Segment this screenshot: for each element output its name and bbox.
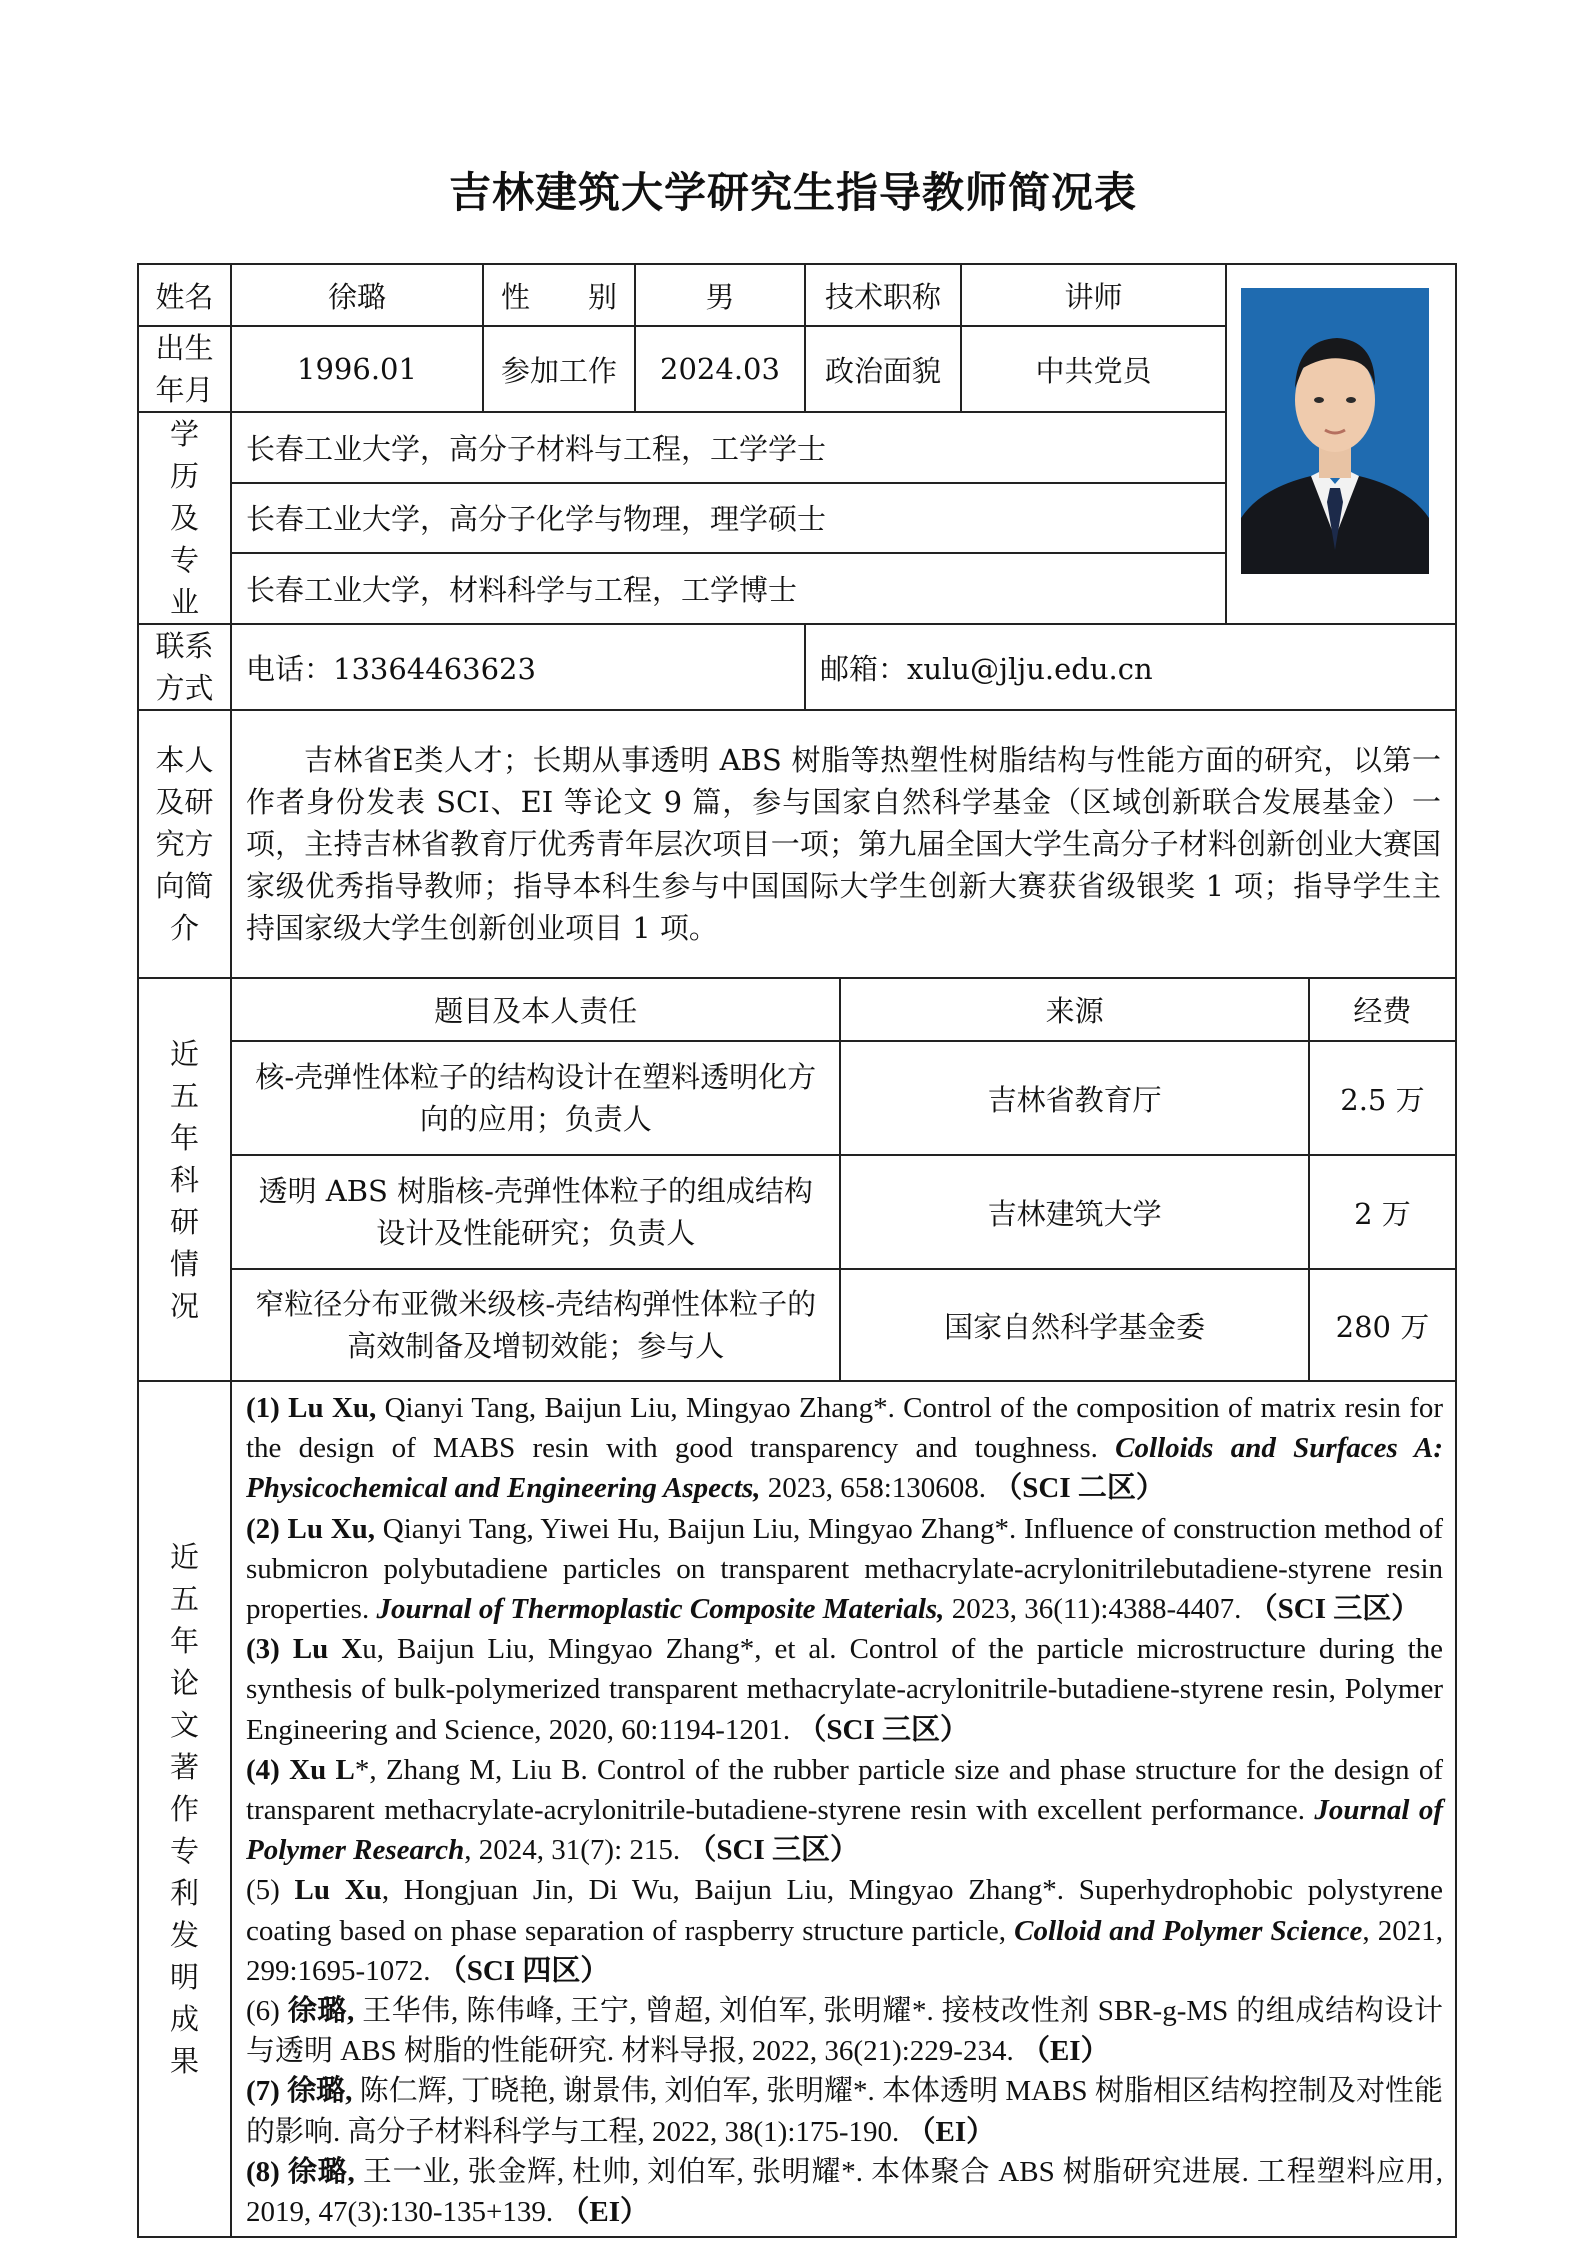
contact-label: 联系方式: [138, 624, 231, 710]
research-header-fund: 经费: [1309, 979, 1455, 1041]
paper-item: (1) Lu Xu, Qianyi Tang, Baijun Liu, Mingyao Zhang*. Control of the composition of matrix resin for the design of MABS resin with good transparency and toughness. Colloids and Surfaces A: Physicochemical and Engineering Aspects, 2023, 658:130608. （SCI 二区）: [246, 1392, 1444, 1505]
gender-value: 男: [635, 264, 805, 326]
research-header-topic: 题目及本人责任: [232, 979, 840, 1041]
work-label: 参加工作: [483, 326, 635, 412]
education-item: 长春工业大学，材料科学与工程，工学博士: [231, 553, 1226, 624]
research-row-topic: 核-壳弹性体粒子的结构设计在塑料透明化方向的应用；负责人: [232, 1041, 840, 1155]
name-value: 徐璐: [231, 264, 483, 326]
profile-table: [137, 263, 1457, 2238]
paper-item: (8) 徐璐, 王一业, 张金辉, 杜帅, 刘伯军, 张明耀*. 本体聚合 ABS 树脂研究进展. 工程塑料应用, 2019, 47(3):130-135+139. （EI）: [246, 2155, 1443, 2229]
paper-item: (7) 徐璐, 陈仁辉, 丁晓艳, 谢景伟, 刘伯军, 张明耀*. 本体透明 MABS 树脂相区结构控制及对性能的影响. 高分子材料科学与工程, 2022, 38(1):175-190. （EI）: [246, 2075, 1444, 2148]
birth-label: 出生年月: [138, 326, 231, 412]
politics-label: 政治面貌: [805, 326, 961, 412]
paper-item: (2) Lu Xu, Qianyi Tang, Yiwei Hu, Baijun Liu, Mingyao Zhang*. Influence of construction method of submicron polybutadiene particles on transparent methacrylate-acrylonitrilebutadiene-styrene resin properties. Journal of Thermoplastic Composite Materials, 2023, 36(11):4388-4407. （SCI 三区）: [246, 1512, 1444, 1626]
portrait-photo: [1241, 288, 1429, 574]
gender-label: 性 别: [483, 264, 635, 326]
email-value: 邮箱：xulu@jlju.edu.cn: [805, 624, 1456, 710]
paper-item: (3) Lu Xu, Baijun Liu, Mingyao Zhang*, et al. Control of the particle microstructure during the synthesis of bulk-polymerized transparent methacrylate-acrylonitrile-butadiene-styrene resin, Polymer Engineering and Science, 2020, 60:1194-1201. （SCI 三区）: [246, 1633, 1443, 1746]
education-item: 长春工业大学，高分子化学与物理，理学硕士: [231, 483, 1226, 554]
photo-cell: [1226, 264, 1456, 624]
research-row-topic: 透明 ABS 树脂核-壳弹性体粒子的组成结构设计及性能研究；负责人: [232, 1155, 840, 1269]
research-label: 近五年科研情况: [138, 978, 231, 1381]
education-item: 长春工业大学，高分子材料与工程，工学学士: [231, 412, 1226, 483]
paper-item: (4) Xu L*, Zhang M, Liu B. Control of the rubber particle size and phase structure for the design of transparent methacrylate-acrylonitrile-butadiene-styrene resin with excellent performance. Journal of Polymer Research, 2024, 31(7): 215. （SCI 三区）: [246, 1753, 1444, 1867]
research-row-topic: 窄粒径分布亚微米级核-壳结构弹性体粒子的高效制备及增韧效能；参与人: [232, 1269, 840, 1380]
intro-text: 吉林省E类人才；长期从事透明 ABS 树脂等热塑性树脂结构与性能方面的研究，以第一作者身份发表 SCI、EI 等论文 9 篇，参与国家自然科学基金（区域创新联合发展基金）一项，主持吉林省教育厅优秀青年层次项目一项；第九届全国大学生高分子材料创新创业大赛国家级优秀指导教师；指导本科生参与中国国际大学生创新大赛获省级银奖 1 项；指导学生主持国家级大学生创新创业项目 1 项。: [231, 710, 1456, 978]
research-cell: [231, 978, 1456, 1381]
title-value: 讲师: [961, 264, 1226, 326]
page-title: 吉林建筑大学研究生指导教师简况表: [448, 168, 1137, 217]
intro-label: 本人及研究方向简介: [138, 710, 231, 978]
title-label: 技术职称: [805, 264, 961, 326]
name-label: 姓名: [138, 264, 231, 326]
paper-item: (5) Lu Xu, Hongjuan Jin, Di Wu, Baijun Liu, Mingyao Zhang*. Superhydrophobic polystyrene coating based on phase separation of raspberry structure particle, Colloid and Polymer Science, 2021, 299:1695-1072. （SCI 四区）: [246, 1874, 1444, 1987]
politics-value: 中共党员: [961, 326, 1226, 412]
research-header-source: 来源: [840, 979, 1308, 1041]
research-row-source: 国家自然科学基金委: [840, 1269, 1308, 1380]
paper-item: (6) 徐璐, 王华伟, 陈伟峰, 王宁, 曾超, 刘伯军, 张明耀*. 接枝改性剂 SBR-g-MS 的组成结构设计与透明 ABS 树脂的性能研究. 材料导报, 2022, 36(21):229-234. （EI）: [246, 1995, 1443, 2068]
papers-list: [231, 1381, 1456, 2237]
research-table: [232, 979, 1455, 1380]
birth-value: 1996.01: [231, 326, 483, 412]
research-row-fund: 280 万: [1335, 1309, 1430, 1344]
research-row-source: 吉林建筑大学: [840, 1155, 1308, 1269]
phone-value: 电话：13364463623: [231, 624, 805, 710]
work-value: 2024.03: [635, 326, 805, 412]
papers-label: 近五年论文著作专利发明成果: [138, 1381, 231, 2237]
research-row-source: 吉林省教育厅: [840, 1041, 1308, 1155]
research-row-fund: 2.5 万: [1309, 1041, 1455, 1155]
education-label: 学历及专业: [138, 412, 231, 624]
research-row-fund: 2 万: [1309, 1155, 1455, 1269]
